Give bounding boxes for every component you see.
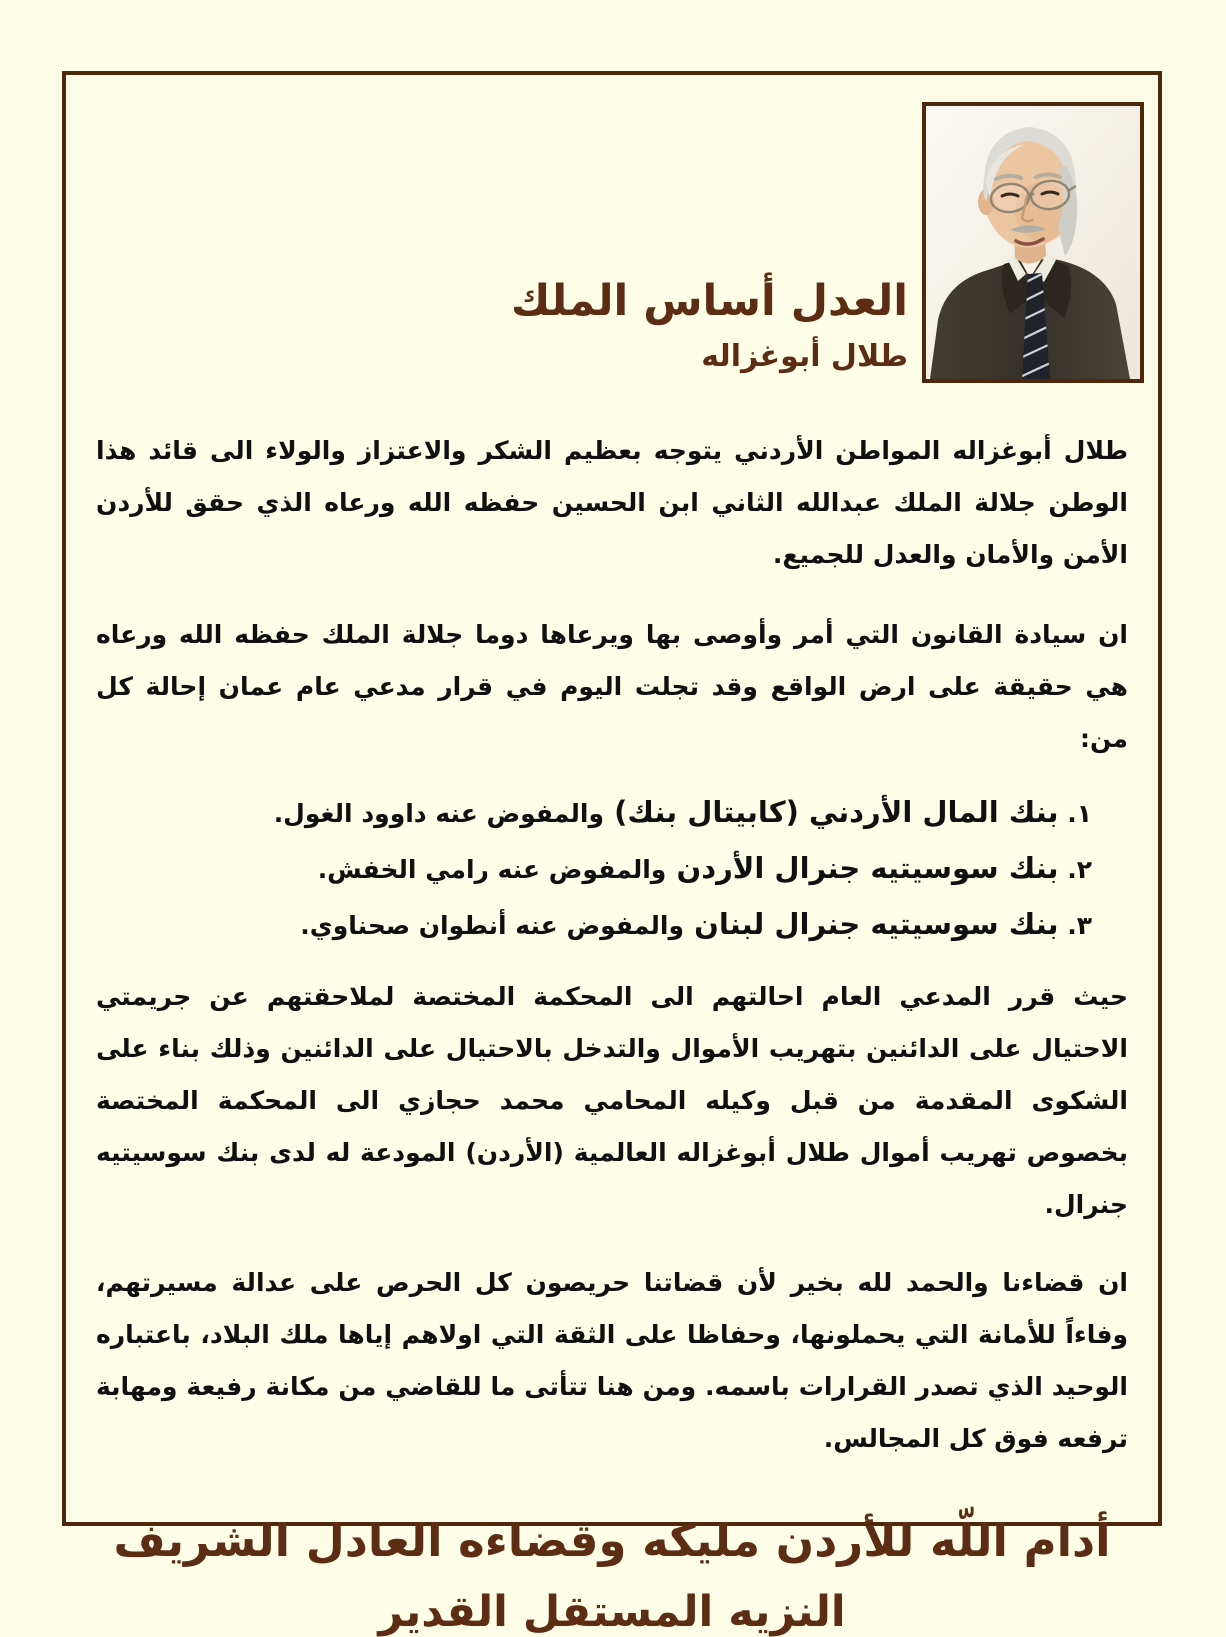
title-block <box>511 275 908 374</box>
paragraph-gratitude: طلال أبوغزاله المواطن الأردني يتوجه بعظيم الشكر والاعتزاز والولاء الى قائد هذا الوطن جلالة الملك عبدالله الثاني ابن الحسين حفظه الله ورعاه الذي حقق للأردن الأمن والأمان والعدل للجميع. <box>96 436 1128 569</box>
document-frame <box>62 71 1162 1637</box>
portrait-illustration <box>926 106 1140 379</box>
bank-list-item-1 <box>96 795 1092 829</box>
footer-line-2: النزيه المستقل القدير <box>378 1586 846 1637</box>
banks-list <box>96 795 1092 941</box>
bank-number: ٢. <box>1058 855 1092 884</box>
bank-list-item-2 <box>96 851 1092 885</box>
body-text <box>66 425 1158 1637</box>
paragraph-judiciary-praise: ان قضاءنا والحمد لله بخير لأن قضاتنا حريصون كل الحرص على عدالة مسيرتهم، وفاءاً للأمانة التي يحملونها، وحفاظا على الثقة التي اولاهم إياها ملك البلاد، باعتباره الوحيد الذي تصدر القرارات باسمه. ومن هنا تتأتى ما للقاضي من مكانة رفيعة ومهابة ترفعه فوق كل المجالس. <box>96 1268 1128 1453</box>
paragraph-rule-of-law: ان سيادة القانون التي أمر وأوصى بها ويرعاها دوما جلالة الملك حفظه الله ورعاه هي حقيقة على ارض الواقع وقد تجلت اليوم في قرار مدعي عام عمان إحالة كل من: <box>96 620 1128 753</box>
page-title: العدل أساس الملك <box>510 276 908 326</box>
bank-agent: والمفوض عنه رامي الخفش. <box>317 855 667 884</box>
footer-line-1: أدام اللّه للأردن مليكه وقضاءه العادل الشريف <box>113 1514 1111 1567</box>
bank-name: بنك المال الأردني (كابيتال بنك) <box>604 795 1059 829</box>
footer-blessing <box>96 1507 1128 1637</box>
bank-name: بنك سوسيتيه جنرال لبنان <box>684 907 1059 941</box>
bank-agent: والمفوض عنه داوود الغول. <box>273 799 605 828</box>
header <box>66 75 1158 419</box>
paragraph-prosecutor-decision: حيث قرر المدعي العام احالتهم الى المحكمة المختصة لملاحقتهم عن جريمتي الاحتيال على الدائنين بتهريب الأموال والتدخل بالاحتيال على الدائنين وذلك بناء على الشكوى المقدمة من قبل وكيله المحامي محمد حجازي الى المحكمة المختصة بخصوص تهريب أموال طلال أبوغزاله العالمية (الأردن) المودعة له لدى بنك سوسيتيه جنرال. <box>96 982 1128 1219</box>
author-name: طلال أبوغزاله <box>701 338 908 374</box>
bank-number: ١. <box>1058 799 1092 828</box>
bank-name: بنك سوسيتيه جنرال الأردن <box>666 851 1059 885</box>
bank-agent: والمفوض عنه أنطوان صحناوي. <box>300 911 684 940</box>
portrait-photo <box>922 102 1144 383</box>
bank-list-item-3 <box>96 907 1092 941</box>
bank-number: ٣. <box>1058 911 1092 940</box>
